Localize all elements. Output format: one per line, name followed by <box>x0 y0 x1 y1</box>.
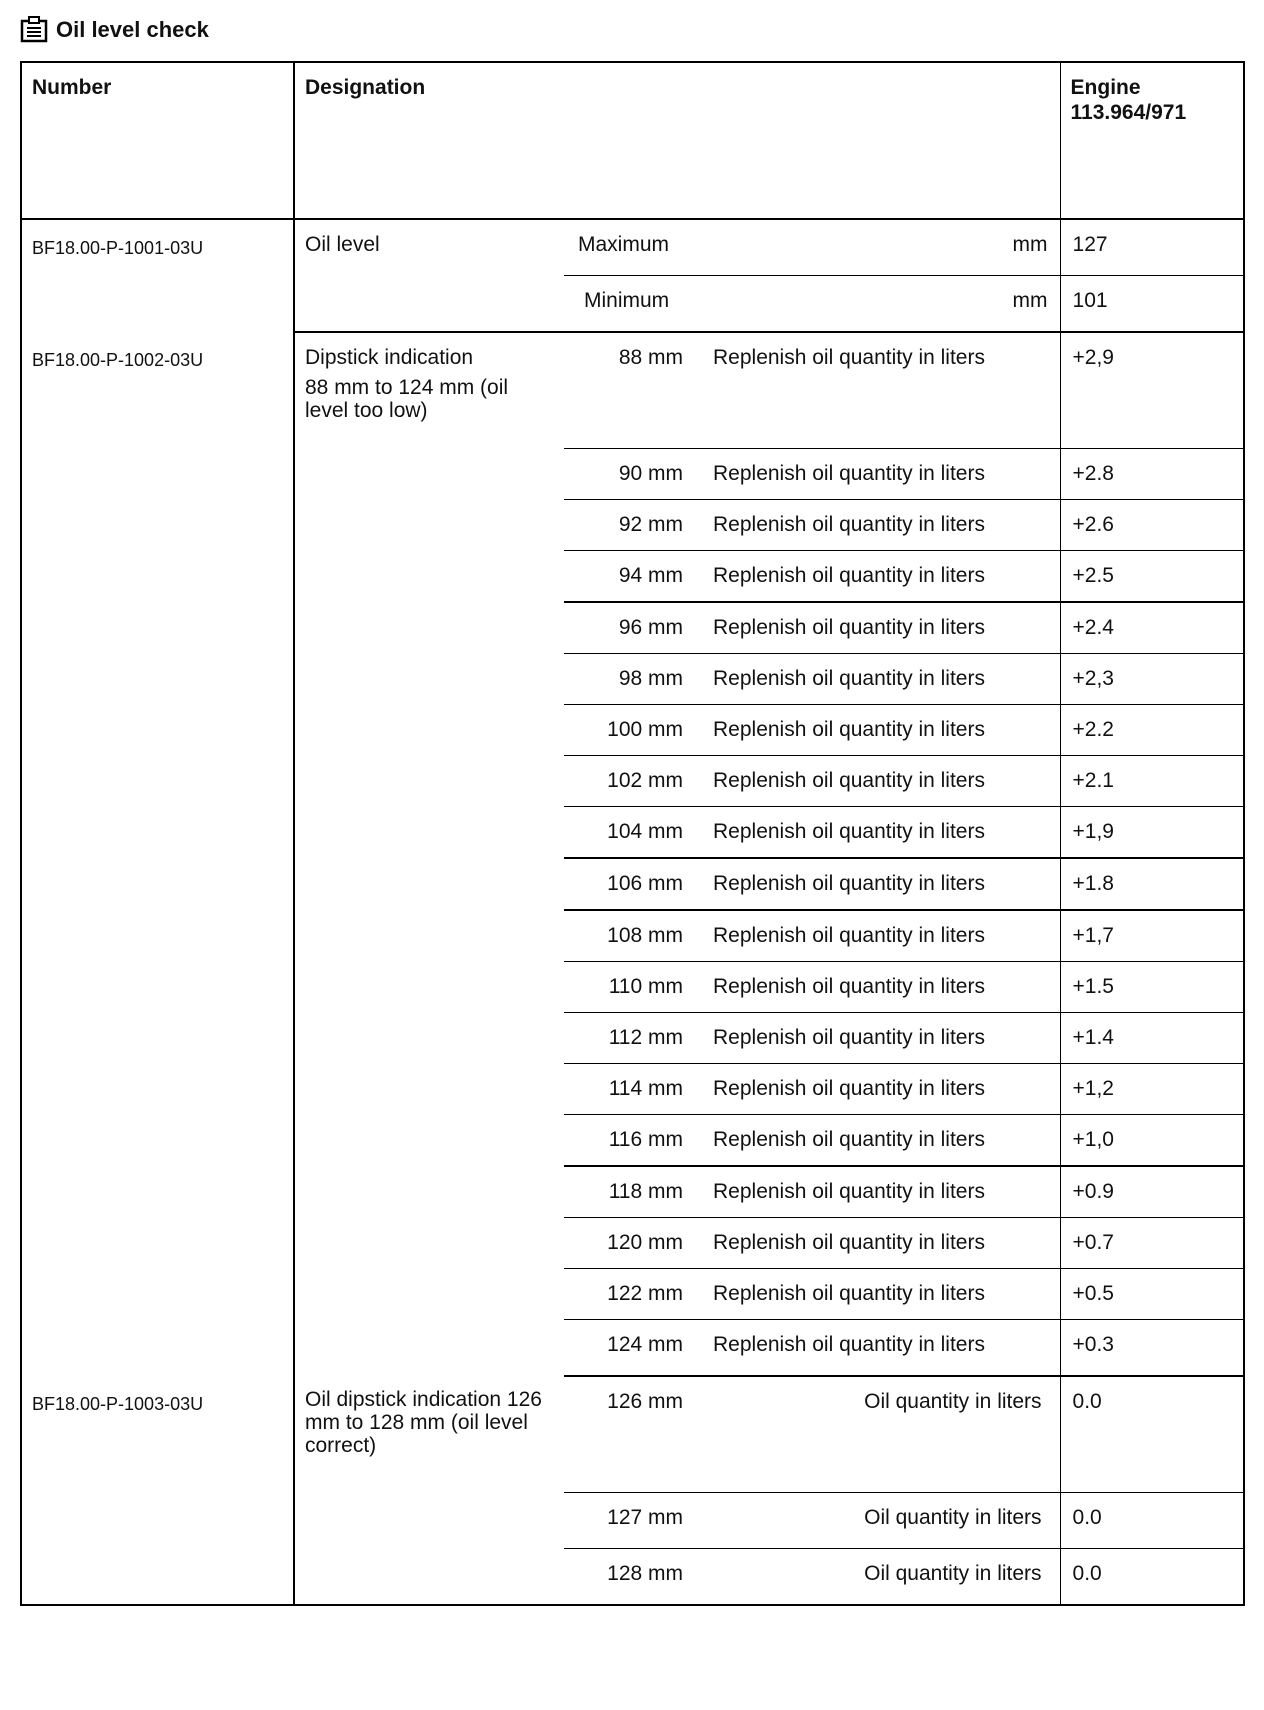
empty-cell <box>294 276 564 333</box>
row-description: Replenish oil quantity in liters <box>705 705 1060 756</box>
header-engine-label: Engine <box>1070 76 1141 99</box>
row-description: Replenish oil quantity in liters <box>705 1269 1060 1320</box>
row-measurement: 110 mm <box>564 962 705 1013</box>
row-value: +1,0 <box>1060 1115 1244 1167</box>
row-description: Oil quantity in liters <box>705 1493 1060 1549</box>
row-description: Replenish oil quantity in liters <box>705 807 1060 859</box>
row-value: 0.0 <box>1072 1390 1102 1413</box>
row-measurement: 88 mm <box>618 346 683 369</box>
oil-level-table <box>20 61 1245 1606</box>
table-row <box>21 332 1244 449</box>
row-measurement: 106 mm <box>564 858 705 910</box>
header-number: Number <box>21 62 294 219</box>
row-measurement: 112 mm <box>564 1013 705 1064</box>
row-label: Maximum <box>578 233 670 256</box>
row-value: +2.4 <box>1060 602 1244 654</box>
group-designation: Oil level <box>305 233 380 256</box>
row-description: Replenish oil quantity in liters <box>705 1320 1060 1377</box>
row-measurement: 122 mm <box>564 1269 705 1320</box>
designation-title: Dipstick indication <box>305 346 474 369</box>
row-measurement: 126 mm <box>607 1390 683 1413</box>
row-value: 127 <box>1072 233 1108 256</box>
page-title: Oil level check <box>56 17 209 42</box>
page-heading <box>20 14 209 46</box>
group-number: BF18.00-P-1002-03U <box>21 332 294 1376</box>
row-description: Replenish oil quantity in liters <box>705 858 1060 910</box>
row-description: Replenish oil quantity in liters <box>705 756 1060 807</box>
row-value: +0.5 <box>1060 1269 1244 1320</box>
row-measurement: 124 mm <box>564 1320 705 1377</box>
group-designation <box>294 332 564 1376</box>
row-value: +2.2 <box>1060 705 1244 756</box>
row-description: Replenish oil quantity in liters <box>705 1115 1060 1167</box>
row-description: Replenish oil quantity in liters <box>705 654 1060 705</box>
row-value: +1.8 <box>1060 858 1244 910</box>
row-value: +1,9 <box>1060 807 1244 859</box>
row-value: +0.7 <box>1060 1218 1244 1269</box>
row-measurement: 102 mm <box>564 756 705 807</box>
row-value: +1,7 <box>1060 910 1244 962</box>
row-description: Replenish oil quantity in liters <box>705 1064 1060 1115</box>
group-number: BF18.00-P-1001-03U <box>21 219 294 332</box>
row-value: 101 <box>1060 276 1244 333</box>
row-value: +2.1 <box>1060 756 1244 807</box>
row-measurement: 96 mm <box>564 602 705 654</box>
designation-text: Oil dipstick indication 126 mm to 128 mm (oil level correct) <box>305 1388 542 1457</box>
row-description: Replenish oil quantity in liters <box>705 500 1060 551</box>
row-value: +0.3 <box>1060 1320 1244 1377</box>
row-measurement: 116 mm <box>564 1115 705 1167</box>
table-row <box>21 1376 1244 1493</box>
row-description: Replenish oil quantity in liters <box>705 551 1060 603</box>
row-value: +2.8 <box>1060 449 1244 500</box>
group-designation <box>294 1376 564 1605</box>
row-measurement: 114 mm <box>564 1064 705 1115</box>
row-value: 0.0 <box>1060 1493 1244 1549</box>
row-value: +0.9 <box>1060 1166 1244 1218</box>
row-description: Replenish oil quantity in liters <box>705 962 1060 1013</box>
row-unit: mm <box>705 219 1060 276</box>
row-measurement: 108 mm <box>564 910 705 962</box>
row-description: Replenish oil quantity in liters <box>705 332 1060 449</box>
row-description: Oil quantity in liters <box>705 1376 1060 1493</box>
row-measurement: 98 mm <box>564 654 705 705</box>
row-value: +1,2 <box>1060 1064 1244 1115</box>
table-header-row <box>21 62 1244 219</box>
row-value: +2.6 <box>1060 500 1244 551</box>
row-measurement: 127 mm <box>564 1493 705 1549</box>
row-value: +2,9 <box>1072 346 1114 369</box>
row-measurement: 90 mm <box>564 449 705 500</box>
row-value: +1.5 <box>1060 962 1244 1013</box>
row-description: Oil quantity in liters <box>705 1549 1060 1606</box>
row-measurement: 104 mm <box>564 807 705 859</box>
row-description: Replenish oil quantity in liters <box>705 449 1060 500</box>
row-measurement: 118 mm <box>564 1166 705 1218</box>
header-designation: Designation <box>294 62 1060 219</box>
group-number: BF18.00-P-1003-03U <box>21 1376 294 1605</box>
table-row <box>21 219 1244 276</box>
row-value: +2.5 <box>1060 551 1244 603</box>
row-value: +1.4 <box>1060 1013 1244 1064</box>
row-measurement: 100 mm <box>564 705 705 756</box>
row-description: Replenish oil quantity in liters <box>705 910 1060 962</box>
row-description: Replenish oil quantity in liters <box>705 1218 1060 1269</box>
row-description: Replenish oil quantity in liters <box>705 1166 1060 1218</box>
row-description: Replenish oil quantity in liters <box>705 1013 1060 1064</box>
row-measurement: 120 mm <box>564 1218 705 1269</box>
document-list-icon <box>20 16 50 44</box>
designation-range: 88 mm to 124 mm (oil level too low) <box>305 376 509 422</box>
row-description: Replenish oil quantity in liters <box>705 602 1060 654</box>
row-value: +2,3 <box>1060 654 1244 705</box>
header-engine-model: 113.964/971 <box>1070 101 1187 124</box>
row-label: Minimum <box>564 276 705 333</box>
row-measurement: 92 mm <box>564 500 705 551</box>
row-value: 0.0 <box>1060 1549 1244 1606</box>
row-unit: mm <box>705 276 1060 333</box>
header-engine <box>1060 62 1244 219</box>
row-measurement: 94 mm <box>564 551 705 603</box>
row-measurement: 128 mm <box>564 1549 705 1606</box>
